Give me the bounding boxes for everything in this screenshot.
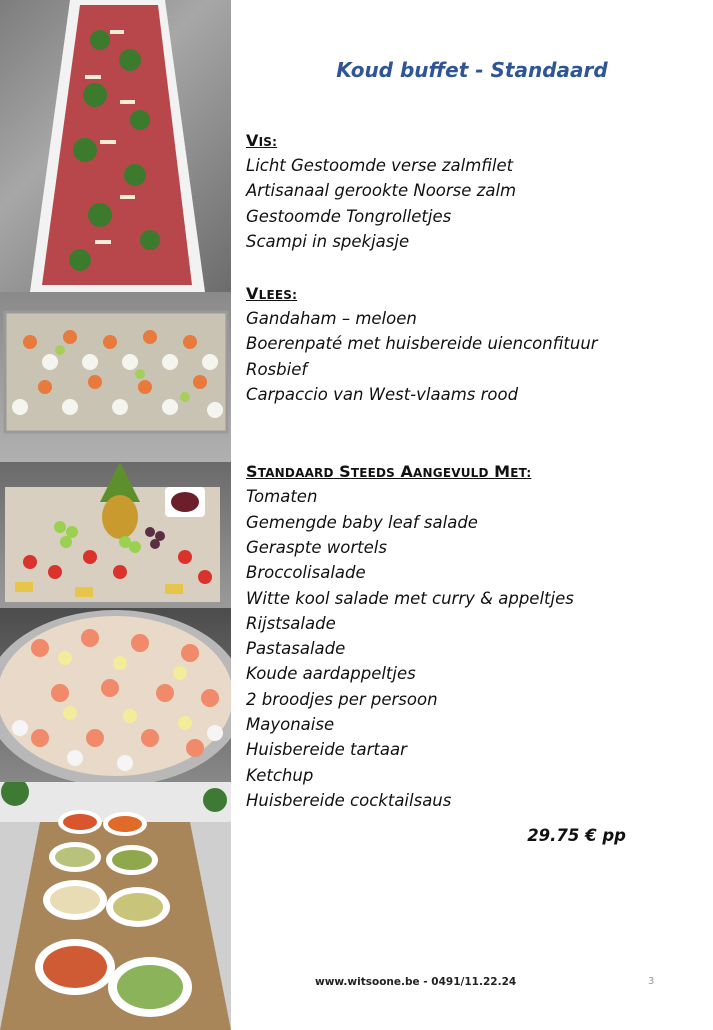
photo-fish-platter	[0, 292, 231, 462]
menu-item: Artisanaal gerookte Noorse zalm	[246, 181, 517, 201]
section-gap	[246, 254, 686, 281]
photo-meat-platter	[0, 462, 231, 608]
menu-item: Mayonaise	[246, 715, 335, 735]
menu-item: Tomaten	[246, 487, 318, 507]
menu-item: Huisbereide tartaar	[246, 740, 407, 760]
price: 29.75 € pp	[527, 826, 626, 845]
photo-carpaccio	[0, 0, 231, 292]
section-gap	[246, 407, 686, 459]
photo-strip	[0, 0, 231, 1030]
menu-item: Boerenpaté met huisbereide uienconfituur	[246, 334, 598, 354]
menu-item: 2 broodjes per persoon	[246, 689, 438, 709]
menu-item: Gemengde baby leaf salade	[246, 512, 478, 532]
menu-item: Gandaham – meloen	[246, 309, 417, 329]
menu-item: Geraspte wortels	[246, 537, 387, 557]
footer-contact: www.witsoone.be - 0491/11.22.24	[315, 976, 517, 988]
menu-item: Koude aardappeltjes	[246, 664, 416, 684]
section-heading-standaard: STANDAARD STEEDS AANGEVULD MET:	[246, 462, 532, 482]
menu-item: Broccolisalade	[246, 563, 366, 583]
menu-item: Licht Gestoomde verse zalmfilet	[246, 156, 514, 175]
menu-item: Carpaccio van West-vlaams rood	[246, 385, 519, 405]
section-heading-vlees: VLEES:	[246, 284, 298, 304]
menu-item: Gestoomde Tongrolletjes	[246, 206, 452, 226]
photo-mixed-platter	[0, 608, 231, 782]
page-title: Koud buffet - Standaard	[336, 58, 608, 82]
menu-item: Witte kool salade met curry & appeltjes	[246, 588, 574, 608]
menu-item: Scampi in spekjasje	[246, 231, 410, 251]
page-number: 3	[648, 976, 655, 987]
menu-list	[246, 128, 686, 813]
menu-item: Huisbereide cocktailsaus	[246, 790, 452, 810]
photo-salad-table	[0, 782, 231, 1030]
menu-item: Rijstsalade	[246, 613, 336, 633]
section-heading-vis: VIS:	[246, 131, 278, 150]
menu-item: Ketchup	[246, 765, 314, 785]
menu-item: Rosbief	[246, 359, 308, 379]
menu-item: Pastasalade	[246, 639, 346, 659]
